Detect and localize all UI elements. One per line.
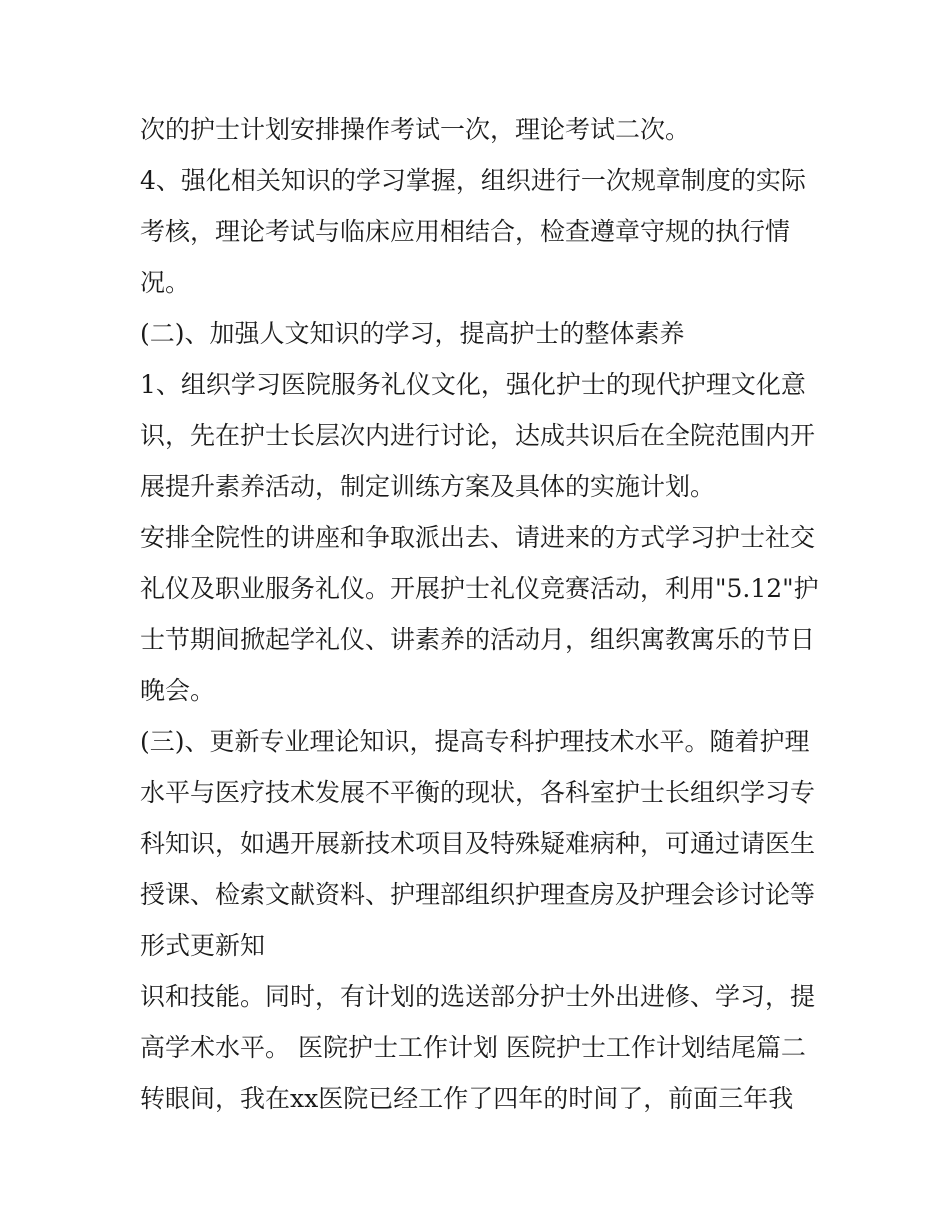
text-line: 晚会。 xyxy=(140,676,216,705)
text-line: 转眼间，我在xx医院已经工作了四年的时间了，前面三年我 xyxy=(140,1084,794,1113)
text-line: 礼仪及职业服务礼仪。开展护士礼仪竞赛活动，利用"5.12"护 xyxy=(140,574,819,603)
text-line: 水平与医疗技术发展不平衡的现状，各科室护士长组织学习专 xyxy=(140,778,816,807)
text-line: 次的护士计划安排操作考试一次，理论考试二次。 xyxy=(140,115,691,144)
text-line: 考核，理论考试与临床应用相结合，检查遵章守规的执行情 xyxy=(140,217,791,246)
text-line: 士节期间掀起学礼仪、讲素养的活动月，组织寓教寓乐的节日 xyxy=(140,625,816,654)
text-line: 识，先在护士长层次内进行讨论，达成共识后在全院范围内开 xyxy=(140,421,816,450)
text-line: 授课、检索文献资料、护理部组织护理查房及护理会诊讨论等 xyxy=(140,880,816,909)
text-line: 安排全院性的讲座和争取派出去、请进来的方式学习护士社交 xyxy=(140,523,816,552)
text-line: 1、组织学习医院服务礼仪文化，强化护士的现代护理文化意 xyxy=(140,370,806,399)
text-line: 形式更新知 xyxy=(140,931,266,960)
text-line: 科知识，如遇开展新技术项目及特殊疑难病种，可通过请医生 xyxy=(140,829,816,858)
document-body xyxy=(140,104,830,1124)
section-heading: (二)、加强人文知识的学习，提高护士的整体素养 xyxy=(140,319,685,348)
text-line: 展提升素养活动，制定训练方案及具体的实施计划。 xyxy=(140,472,716,501)
text-line: 识和技能。同时，有计划的选送部分护士外出进修、学习，提 xyxy=(140,982,816,1011)
section-heading: (三)、更新专业理论知识，提高专科护理技术水平。随着护理 xyxy=(140,727,810,756)
text-line: 况。 xyxy=(140,268,191,297)
text-line: 4、强化相关知识的学习掌握，组织进行一次规章制度的实际 xyxy=(140,166,806,195)
text-line: 高学术水平。 医院护士工作计划 医院护士工作计划结尾篇二 xyxy=(140,1033,806,1062)
